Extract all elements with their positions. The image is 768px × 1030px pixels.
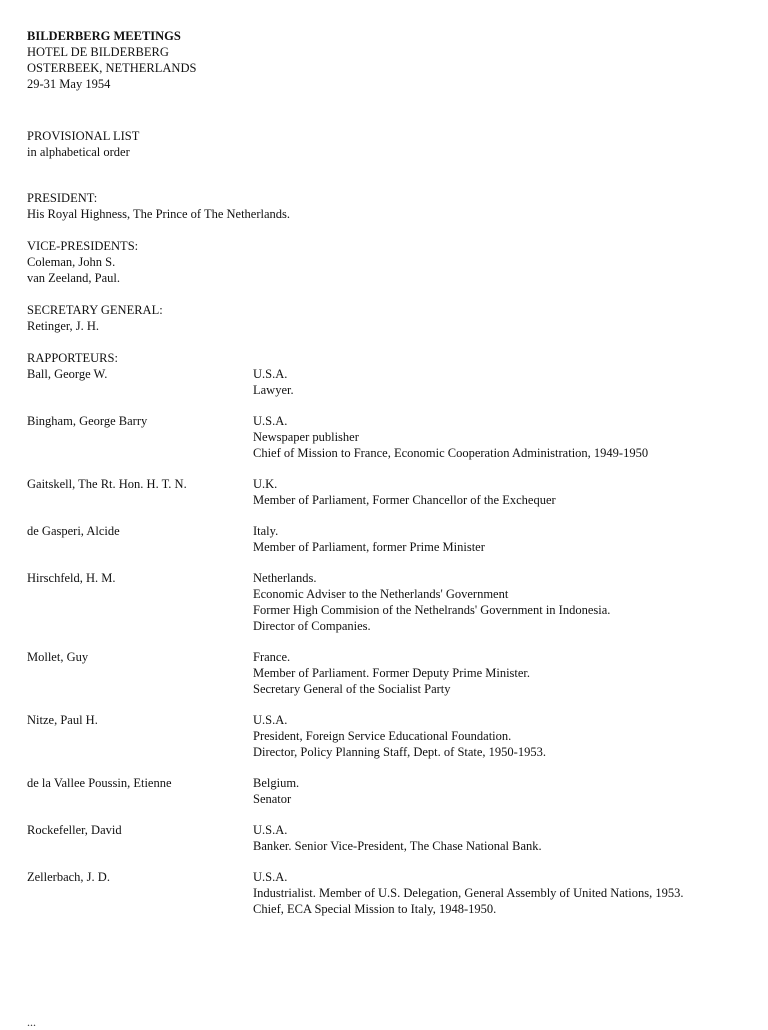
rapporteur-country: Netherlands. bbox=[253, 571, 317, 585]
rapporteur-details bbox=[253, 822, 747, 854]
rapporteur-name: Hirschfeld, H. M. bbox=[27, 571, 116, 585]
rapporteur-entry bbox=[27, 413, 747, 461]
rapporteur-entry bbox=[27, 712, 747, 760]
rapporteur-detail-line: Chief, ECA Special Mission to Italy, 1948-1950. bbox=[253, 902, 497, 916]
rapporteur-country: France. bbox=[253, 650, 291, 664]
rapporteur-details bbox=[253, 413, 747, 461]
rapporteur-name: Rockefeller, David bbox=[27, 823, 122, 837]
venue: HOTEL DE BILDERBERG bbox=[27, 45, 169, 59]
vice-presidents-section bbox=[27, 238, 747, 286]
rapporteur-entry bbox=[27, 570, 747, 634]
rapporteur-entry bbox=[27, 775, 747, 807]
rapporteurs-list bbox=[27, 366, 747, 917]
rapporteur-name: Ball, George W. bbox=[27, 367, 108, 381]
rapporteur-detail-line: Director, Policy Planning Staff, Dept. of State, 1950-1953. bbox=[253, 745, 546, 759]
list-title: PROVISIONAL LIST bbox=[27, 129, 140, 143]
rapporteur-name: Gaitskell, The Rt. Hon. H. T. N. bbox=[27, 477, 187, 491]
rapporteur-country: U.S.A. bbox=[253, 823, 288, 837]
rapporteur-name: Mollet, Guy bbox=[27, 650, 89, 664]
president-name: His Royal Highness, The Prince of The Netherlands. bbox=[27, 207, 291, 221]
rapporteur-detail-line: President, Foreign Service Educational Foundation. bbox=[253, 729, 512, 743]
rapporteur-detail-line: Director of Companies. bbox=[253, 619, 371, 633]
rapporteur-details bbox=[253, 649, 747, 697]
rapporteur-entry bbox=[27, 476, 747, 508]
rapporteur-detail-line: Senator bbox=[253, 792, 292, 806]
rapporteurs-section bbox=[27, 350, 747, 917]
rapporteur-detail-line: Lawyer. bbox=[253, 383, 294, 397]
list-subtitle: in alphabetical order bbox=[27, 145, 130, 159]
rapporteur-entry bbox=[27, 366, 747, 398]
rapporteurs-label: RAPPORTEURS: bbox=[27, 351, 118, 365]
rapporteur-detail-line: Banker. Senior Vice-President, The Chase National Bank. bbox=[253, 839, 542, 853]
secretary-general-label: SECRETARY GENERAL: bbox=[27, 303, 163, 317]
rapporteur-details bbox=[253, 523, 747, 555]
president-label: PRESIDENT: bbox=[27, 191, 98, 205]
rapporteur-country: Belgium. bbox=[253, 776, 300, 790]
rapporteur-detail-line: Member of Parliament, former Prime Minister bbox=[253, 540, 485, 554]
document-page bbox=[27, 28, 747, 932]
rapporteur-detail-line: Economic Adviser to the Netherlands' Government bbox=[253, 587, 509, 601]
rapporteur-details bbox=[253, 476, 747, 508]
meeting-dates: 29-31 May 1954 bbox=[27, 77, 111, 91]
rapporteur-name: Zellerbach, J. D. bbox=[27, 870, 110, 884]
vice-president-name: van Zeeland, Paul. bbox=[27, 271, 121, 285]
rapporteur-detail-line: Chief of Mission to France, Economic Cooperation Administration, 1949-1950 bbox=[253, 446, 649, 460]
rapporteur-country: U.S.A. bbox=[253, 367, 288, 381]
vice-presidents-label: VICE-PRESIDENTS: bbox=[27, 239, 139, 253]
rapporteur-country: U.S.A. bbox=[253, 713, 288, 727]
rapporteur-entry bbox=[27, 523, 747, 555]
rapporteur-detail-line: Industrialist. Member of U.S. Delegation, General Assembly of United Nations, 1953. bbox=[253, 886, 684, 900]
rapporteur-details bbox=[253, 869, 747, 917]
vice-president-name: Coleman, John S. bbox=[27, 255, 116, 269]
rapporteur-country: U.S.A. bbox=[253, 414, 288, 428]
rapporteur-name: de Gasperi, Alcide bbox=[27, 524, 120, 538]
document-header bbox=[27, 28, 747, 92]
rapporteur-details bbox=[253, 570, 747, 634]
rapporteur-entry bbox=[27, 869, 747, 917]
secretary-general-name: Retinger, J. H. bbox=[27, 319, 100, 333]
rapporteur-entry bbox=[27, 649, 747, 697]
rapporteur-detail-line: Member of Parliament. Former Deputy Prime Minister. bbox=[253, 666, 531, 680]
rapporteur-country: Italy. bbox=[253, 524, 279, 538]
secretary-general-section bbox=[27, 302, 747, 334]
rapporteur-details bbox=[253, 775, 747, 807]
rapporteur-entry bbox=[27, 822, 747, 854]
rapporteur-details bbox=[253, 712, 747, 760]
president-section bbox=[27, 190, 747, 222]
rapporteur-detail-line: Newspaper publisher bbox=[253, 430, 359, 444]
rapporteur-country: U.S.A. bbox=[253, 870, 288, 884]
location: OSTERBEEK, NETHERLANDS bbox=[27, 61, 197, 75]
rapporteur-detail-line: Secretary General of the Socialist Party bbox=[253, 682, 451, 696]
rapporteur-details bbox=[253, 366, 747, 398]
list-heading bbox=[27, 128, 747, 160]
rapporteur-detail-line: Member of Parliament, Former Chancellor of the Exchequer bbox=[253, 493, 556, 507]
rapporteur-name: Nitze, Paul H. bbox=[27, 713, 98, 727]
document-title: BILDERBERG MEETINGS bbox=[27, 29, 181, 43]
rapporteur-name: Bingham, George Barry bbox=[27, 414, 148, 428]
rapporteur-country: U.K. bbox=[253, 477, 278, 491]
rapporteur-name: de la Vallee Poussin, Etienne bbox=[27, 776, 172, 790]
continuation-marker: ... bbox=[27, 1015, 36, 1029]
rapporteur-detail-line: Former High Commision of the Nethelrands' Government in Indonesia. bbox=[253, 603, 611, 617]
